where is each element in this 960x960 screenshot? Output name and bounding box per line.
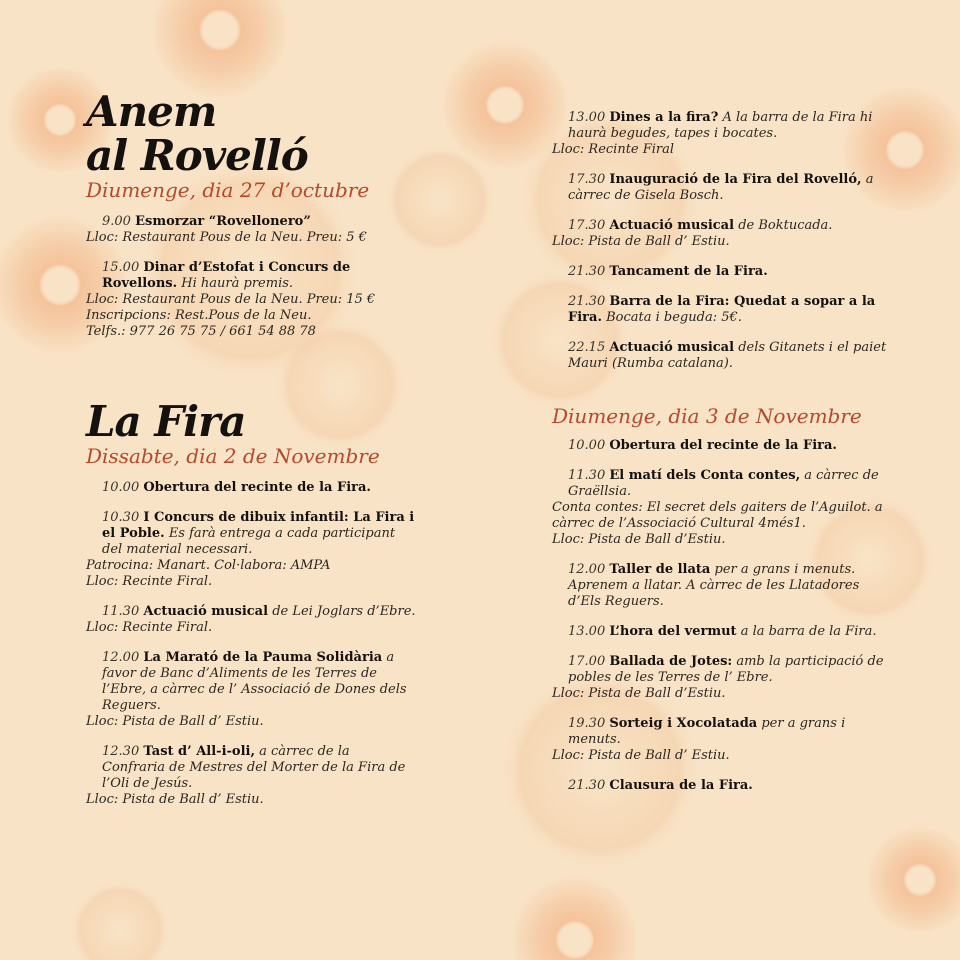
event-time: 12.00 [102, 650, 140, 665]
event-heading [552, 340, 892, 372]
event-name: Sorteig i Xocolatada [609, 716, 758, 731]
event-name: L’hora del vermut [609, 624, 737, 639]
event-heading [86, 214, 416, 230]
event-description: amb la participació de pobles de les Terres de l’ Ebre. [568, 654, 884, 685]
event-name: Obertura del recinte de la Fira. [143, 480, 371, 495]
event-name: Ballada de Jotes: [609, 654, 733, 669]
event-name: El matí dels Conta contes, [609, 468, 801, 483]
event-detail: Lloc: Recinte Firal. [86, 574, 213, 589]
event-description: Es farà entrega a cada participant del material necessari. [102, 526, 396, 557]
event-heading [552, 778, 892, 794]
event-heading [86, 744, 416, 792]
date-subtitle: Dissabte, dia 2 de Novembre [86, 444, 380, 468]
event-name: Esmorzar “Rovellonero” [135, 214, 311, 229]
event-name: Barra de la Fira: Quedat a sopar a la Fira. [568, 294, 876, 325]
event-detail: Lloc: Pista de Ball d’Estiu. [552, 532, 726, 547]
event-description: Hi haurà premis. [181, 276, 294, 291]
event-description: dels Gitanets i el paiet Mauri (Rumba catalana). [568, 340, 887, 371]
left-column [86, 87, 416, 822]
schedule-item [552, 218, 892, 250]
schedule-list [86, 480, 416, 808]
event-heading [552, 294, 892, 326]
event-time: 19.30 [568, 716, 606, 731]
event-time: 21.30 [568, 264, 606, 279]
schedule-item [552, 172, 892, 204]
schedule-item [552, 654, 892, 702]
event-time: 12.00 [568, 562, 606, 577]
event-time: 12.30 [102, 744, 140, 759]
event-detail: Patrocina: Manart. Col·labora: AMPA [86, 558, 331, 573]
event-detail: Lloc: Recinte Firal. [86, 620, 213, 635]
event-name: Clausura de la Fira. [609, 778, 753, 793]
event-heading [86, 650, 416, 714]
event-description: per a grans i menuts. [568, 716, 846, 747]
event-description: a càrrec de Graëllsia. [568, 468, 879, 499]
event-name: Tast d’ All-i-oli, [143, 744, 255, 759]
event-heading [552, 468, 892, 500]
event-detail: Conta contes: El secret dels gaiters de l’Aguilot. a càrrec de l’Associació Cultural 4més1. [552, 500, 883, 531]
event-heading [86, 260, 416, 292]
schedule-item [86, 260, 416, 340]
event-name: Actuació musical [609, 218, 735, 233]
schedule-list [552, 438, 892, 794]
event-heading [552, 716, 892, 748]
schedule-item [86, 650, 416, 730]
event-time: 13.00 [568, 624, 606, 639]
spore-ring [510, 875, 640, 960]
schedule-item [86, 480, 416, 496]
event-detail: Lloc: Restaurant Pous de la Neu. Preu: 5 € [86, 230, 367, 245]
event-time: 21.30 [568, 778, 606, 793]
event-detail: Telfs.: 977 26 75 75 / 661 54 88 78 [86, 324, 316, 339]
event-heading [552, 654, 892, 686]
event-detail: Lloc: Pista de Ball d’ Estiu. [86, 714, 264, 729]
event-name: La Marató de la Pauma Solidària [143, 650, 383, 665]
schedule-list [552, 110, 892, 372]
event-heading [552, 264, 892, 280]
schedule-item [552, 340, 892, 372]
event-detail: Lloc: Pista de Ball d’ Estiu. [552, 748, 730, 763]
event-heading [552, 218, 892, 234]
event-time: 11.30 [102, 604, 140, 619]
schedule-item [552, 438, 892, 454]
schedule-item [552, 468, 892, 548]
event-heading [552, 562, 892, 610]
event-time: 17.30 [568, 172, 606, 187]
schedule-item [552, 562, 892, 610]
schedule-item [552, 110, 892, 158]
section-title: La Fira [86, 397, 246, 446]
schedule-item [86, 604, 416, 636]
event-time: 17.00 [568, 654, 606, 669]
schedule-item [552, 294, 892, 326]
event-detail: Lloc: Restaurant Pous de la Neu. Preu: 15 € [86, 292, 376, 307]
spore-ring [150, 0, 290, 100]
event-time: 10.00 [102, 480, 140, 495]
event-name: Actuació musical [143, 604, 269, 619]
date-subtitle: Diumenge, dia 27 d’octubre [86, 178, 370, 202]
event-detail: Lloc: Recinte Firal [552, 142, 675, 157]
schedule-item [86, 744, 416, 808]
event-time: 21.30 [568, 294, 606, 309]
event-detail: Lloc: Pista de Ball d’ Estiu. [86, 792, 264, 807]
page-title: Anem al Rovelló [86, 87, 308, 180]
event-heading [552, 438, 892, 454]
event-description: de Lei Joglars d’Ebre. [272, 604, 416, 619]
event-detail: Lloc: Pista de Ball d’ Estiu. [552, 234, 730, 249]
schedule-item [86, 510, 416, 590]
date-subtitle: Diumenge, dia 3 de Novembre [552, 404, 862, 428]
event-name: I Concurs de dibuix infantil: La Fira i el Poble. [102, 510, 415, 541]
spore-ring [70, 880, 170, 960]
event-heading [552, 110, 892, 142]
event-heading [86, 510, 416, 558]
event-time: 17.30 [568, 218, 606, 233]
event-description: de Boktucada. [738, 218, 833, 233]
schedule-item [552, 624, 892, 640]
event-time: 22.15 [568, 340, 606, 355]
event-heading [552, 172, 892, 204]
event-time: 9.00 [102, 214, 131, 229]
event-name: Obertura del recinte de la Fira. [609, 438, 837, 453]
event-heading [86, 604, 416, 620]
event-time: 11.30 [568, 468, 606, 483]
event-description: a favor de Banc d’Aliments de les Terres de l’Ebre, a càrrec de l’ Associació de Dones dels Reguers. [102, 650, 407, 713]
event-time: 10.30 [102, 510, 140, 525]
event-name: Tancament de la Fira. [609, 264, 768, 279]
event-name: Taller de llata [609, 562, 711, 577]
event-name: Inauguració de la Fira del Rovelló, [609, 172, 862, 187]
event-heading [86, 480, 416, 496]
event-time: 15.00 [102, 260, 140, 275]
event-description: a càrrec de la Confraria de Mestres del Morter de la Fira de l’Oli de Jesús. [102, 744, 406, 791]
event-detail: Inscripcions: Rest.Pous de la Neu. [86, 308, 312, 323]
event-description: a la barra de la Fira. [740, 624, 877, 639]
event-detail: Lloc: Pista de Ball d’Estiu. [552, 686, 726, 701]
right-column [552, 110, 892, 808]
event-description: a càrrec de Gisela Bosch. [568, 172, 874, 203]
schedule-item [552, 778, 892, 794]
event-name: Actuació musical [609, 340, 735, 355]
event-time: 10.00 [568, 438, 606, 453]
event-time: 13.00 [568, 110, 606, 125]
event-description: Bocata i beguda: 5€. [606, 310, 742, 325]
event-name: Dinar d’Estofat i Concurs de Rovellons. [102, 260, 351, 291]
event-description: per a grans i menuts. Aprenem a llatar. A càrrec de les Llatadores d’Els Reguers. [568, 562, 860, 609]
event-heading [552, 624, 892, 640]
event-description: A la barra de la Fira hi haurà begudes, tapes i bocates. [568, 110, 873, 141]
schedule-list [86, 214, 416, 340]
schedule-item [552, 716, 892, 764]
event-name: Dines a la fira? [609, 110, 719, 125]
schedule-item [86, 214, 416, 246]
schedule-item [552, 264, 892, 280]
spore-ring [865, 825, 960, 935]
